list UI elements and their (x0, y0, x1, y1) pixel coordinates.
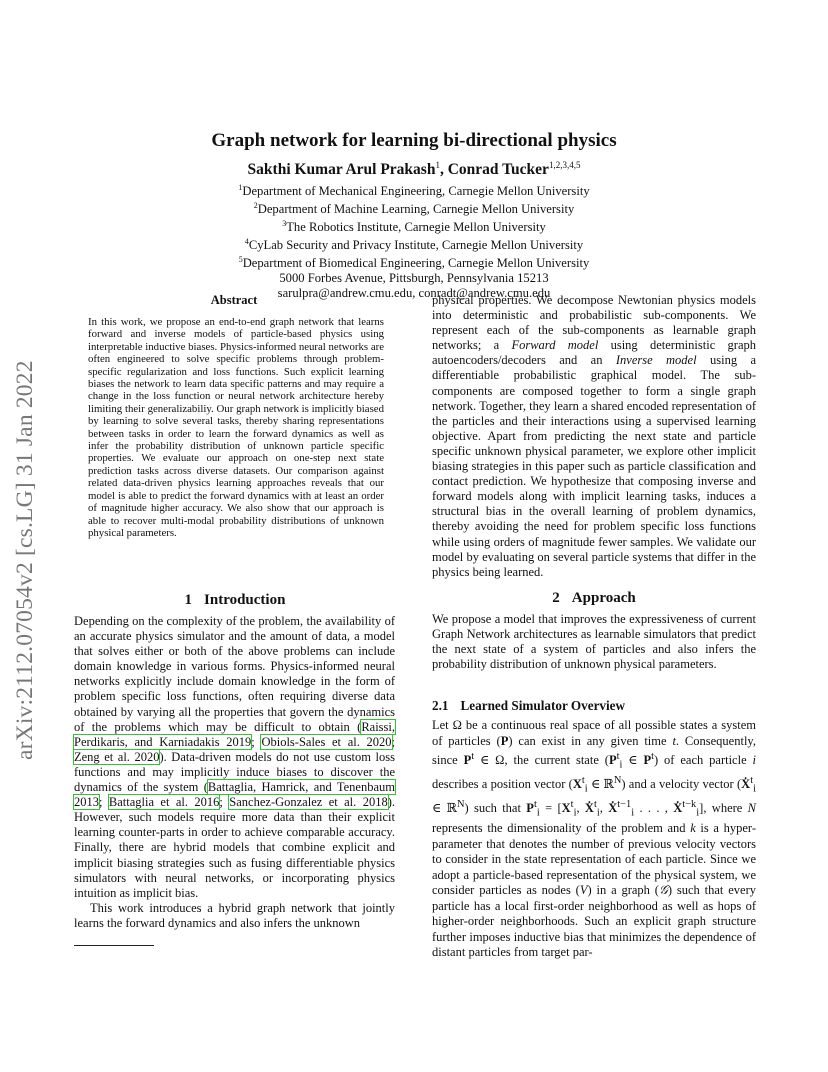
math-symbol: N (747, 801, 756, 816)
text-run: ], where (699, 801, 748, 816)
section-heading-introduction (74, 592, 396, 609)
section-number: 1 (184, 592, 193, 608)
affil-mark: 3 (282, 219, 287, 229)
math-symbol: 𝒢 (658, 883, 668, 898)
text-run: ; (251, 734, 262, 749)
citation-link[interactable]: Sanchez-Gonzalez et al. 2018 (229, 795, 388, 810)
text-run: is a hyper-parameter that denotes the number of previous velocity vectors to consider in the state representation of each particle. Since we adopt a particle-based representation of the physical system, we consider particles as nodes ( (432, 821, 756, 898)
introduction-body (74, 614, 395, 931)
math-subscript: i (596, 807, 600, 819)
math-superscript: N (613, 775, 622, 787)
math-subscript: i (536, 807, 540, 819)
affil-text: Department of Mechanical Engineering, Carnegie Mellon University (242, 184, 590, 199)
abstract-heading: Abstract (210, 293, 258, 307)
section-number: 2 (552, 590, 560, 606)
affil-mark: 1 (238, 183, 243, 192)
affiliation-line (0, 199, 828, 217)
math-symbol: k (690, 821, 696, 836)
affil-text: The Robotics Institute, Carnegie Mellon University (286, 220, 546, 235)
affiliation-line (0, 253, 828, 271)
text-run: . Consequently, since (432, 733, 756, 768)
author-affil-mark: 1 (435, 160, 440, 170)
math-superscript: t (651, 751, 654, 762)
math-subscript: i (696, 807, 700, 819)
citation-link[interactable]: Obiols-Sales et al. 2020 (261, 734, 392, 749)
citation-link[interactable]: Raissi, Perdikaris, and Karniadakis 2019 (74, 719, 395, 749)
text-run: using a differentiable probabilistic graphical model. The sub-components are composed together to form a single graph network. Together, they learn a shared encoded representation of the particles and their interactions using a supervised learning objective. Apart from predicting the next state and particle specific unknown physical parameter, we explore other implicit biasing strategies in this paper such as particle classification and contact prediction. We hypothesize that composing inverse and forward models along with implicit learning tasks, induces a structural bias in the overall learning of problem dynamics, thereby avoiding the need for problem specific loss functions while using orders of magnitude fewer samples. We validate our model by evaluating on several particle systems that differ in the physics being learned. (432, 353, 757, 579)
math-superscript: t (471, 751, 475, 762)
text-run: ∈ Ω, the current state ( (474, 753, 609, 768)
text-run: ) such that (464, 801, 527, 816)
section-title: Introduction (204, 592, 286, 608)
math-superscript: t (616, 751, 620, 762)
citation-link[interactable]: Battaglia, Hamrick, and Tenenbaum 2013 (74, 780, 395, 810)
email-line: sarulpra@andrew.cmu.edu, conradt@andrew.cmu.edu (277, 286, 551, 301)
affiliation-line (0, 181, 828, 199)
approach-body (432, 612, 756, 672)
affil-mark: 4 (244, 237, 249, 247)
emphasis: Inverse model (615, 353, 697, 368)
affil-mark: 2 (253, 201, 258, 211)
text-run: ) in a graph ( (587, 883, 659, 898)
paragraph (432, 293, 756, 580)
author-affil-mark: 1,2,3,4,5 (548, 160, 581, 170)
text-run: describes a position vector ( (432, 777, 573, 792)
math-symbol: P (608, 753, 617, 768)
text-run: ; (391, 734, 395, 749)
affil-mark: 5 (238, 255, 243, 265)
text-run: represents the dimensionality of the problem and (432, 821, 691, 836)
math-symbol: P (463, 753, 472, 768)
text-run: , (599, 801, 609, 816)
math-superscript: t (533, 799, 537, 811)
text-run: ). Data-driven models do not use custom loss functions and may implicitly induce biases to discover the dynamics of the system ( (74, 749, 395, 795)
affil-text: Department of Biomedical Engineering, Carnegie Mellon University (242, 256, 590, 271)
text-run: ) can exist in any given time (508, 733, 673, 748)
math-subscript: i (584, 783, 588, 795)
math-symbol: Ẋ (584, 801, 594, 816)
math-symbol: X (561, 801, 571, 816)
affil-text: Department of Machine Learning, Carnegie Mellon University (257, 202, 575, 217)
abstract-text: In this work, we propose an end-to-end graph network that learns forward and inverse models of particle-based physics using interpretable inductive biases. Physics-informed neural networks are often engineered to solve specific problems through problem-specific regularization and loss functions. Such explicit learning biases the network to learn data specific patterns and may require a change in the loss function or neural network architecture hereby limiting their generalizabiliy. Our graph network is implicitly biased by learning to solve several tasks, thereby sharing representations between tasks in order to learn the forward dynamics as well as infer the probability distribution of unknown particle specific properties. We evaluate our approach on one-step next state prediction tasks across diverse datasets. Our comparison against related data-driven physics learning approaches reveals that our model is able to predict the forward dynamics with at least an order of magnitude higher accuracy. We also show that our approach is able to recover multi-modal probability distributions of unknown physical parameters. (88, 316, 384, 539)
math-symbol: X (572, 777, 582, 792)
right-column-continuation (432, 293, 756, 580)
math-superscript: N (456, 799, 465, 811)
affiliation-line (0, 217, 828, 235)
citation-link[interactable]: Battaglia et al. 2016 (108, 795, 220, 810)
section-title: Approach (571, 590, 636, 606)
math-superscript: t (750, 775, 754, 787)
emphasis: Forward model (511, 338, 599, 353)
math-symbol: P (643, 753, 652, 768)
arxiv-stamp: arXiv:2112.07054v2 [cs.LG] 31 Jan 2022 (12, 360, 38, 760)
text-run: ∈ (622, 753, 644, 768)
math-symbol: P (526, 801, 534, 816)
math-superscript: t (581, 775, 585, 787)
paragraph: This work introduces a hybrid graph network that jointly learns the forward dynamics and also infers the unknown (74, 900, 395, 930)
affiliation-line (0, 235, 828, 253)
learned-simulator-body (432, 718, 756, 961)
text-run: = [ (539, 801, 562, 816)
math-superscript: t−k (682, 799, 697, 811)
footnote-rule (74, 945, 154, 946)
text-run: ). However, such models require more data than their explicit learning counter-parts in order to achieve comparable accuracy. Finally, there are hybrid models that combine explicit and implicit biasing strategies such as fusing differentiable physics simulators with neural networks, or incorporating physics intuition as implicit bias. (74, 795, 395, 900)
text-run: Let Ω be a continuous real space of all possible states a system of particles ( (432, 718, 756, 748)
paragraph (74, 614, 395, 901)
author-name: Sakthi Kumar Arul Prakash (247, 161, 436, 179)
math-symbol: P (500, 733, 509, 748)
math-symbol: Ẋ (673, 801, 683, 816)
subsection-number: 2.1 (432, 698, 449, 713)
affiliation-block (0, 181, 828, 301)
text-run: ; (219, 795, 230, 810)
text-run: ∈ ℝ (587, 777, 614, 792)
text-run: ) and a velocity vector ( (621, 777, 742, 792)
math-subscript: i (631, 807, 635, 819)
math-superscript: t (570, 799, 574, 811)
text-run: ; (99, 795, 109, 810)
text-run: ∈ ℝ (432, 801, 457, 816)
math-subscript: i (573, 807, 577, 819)
address-line: 5000 Forbes Avenue, Pittsburgh, Pennsylvania 15213 (279, 271, 549, 286)
math-symbol: t (672, 733, 676, 748)
text-run: using deterministic graph autoencoders/decoders and an (432, 338, 756, 368)
paragraph: We propose a model that improves the expressiveness of current Graph Network architectures as learnable simulators that predict the next state of a system of particles and also infers the probability distribution of unknown physical parameters. (432, 612, 756, 672)
math-symbol: Ẋ (608, 801, 618, 816)
math-symbol: Ẋ (741, 777, 751, 792)
text-run: ) such that every particle has a local first-order neighborhood as well as hops of higher-order neighborhoods. Such an explicit graph structure further imposes inductive bias that minimizes the dependence of distant particles from target par- (432, 883, 756, 960)
text-run: , (576, 801, 585, 816)
text-run: . . . , (634, 801, 674, 816)
math-superscript: t−1 (617, 799, 632, 811)
math-subscript: i (753, 783, 756, 795)
text-run: ) of each particle (653, 753, 753, 768)
math-superscript: t (593, 799, 597, 811)
math-subscript: i (619, 759, 623, 771)
author-list (0, 160, 828, 179)
math-symbol: i (752, 753, 757, 768)
subsection-heading-learned-simulator (432, 698, 756, 714)
citation-link[interactable]: Zeng et al. 2020 (74, 749, 160, 764)
section-heading-approach (432, 590, 756, 607)
author-name: Conrad Tucker (447, 161, 549, 179)
math-symbol: V (579, 883, 588, 898)
paper-title: Graph network for learning bi-directional physics (211, 130, 617, 151)
affil-text: CyLab Security and Privacy Institute, Carnegie Mellon University (248, 238, 584, 253)
subsection-title: Learned Simulator Overview (460, 698, 626, 713)
author-separator: , (439, 161, 448, 179)
text-run: physical properties. We decompose Newtonian physics models into deterministic and probabilistic sub-components. We represent each of the sub-components as learnable graph networks; a (432, 293, 756, 353)
text-run: Depending on the complexity of the problem, the availability of an accurate physics simulator and the amount of data, a model that solves either or both of the above problems can include domain knowledge in various forms. Physics-informed neural networks explicitly include domain knowledge in the form of problem specific loss functions, often requiring diverse data obtained by varying all the properties that govern the dynamics of the problems which may be difficult to obtain ( (74, 614, 395, 734)
paragraph (432, 718, 756, 961)
